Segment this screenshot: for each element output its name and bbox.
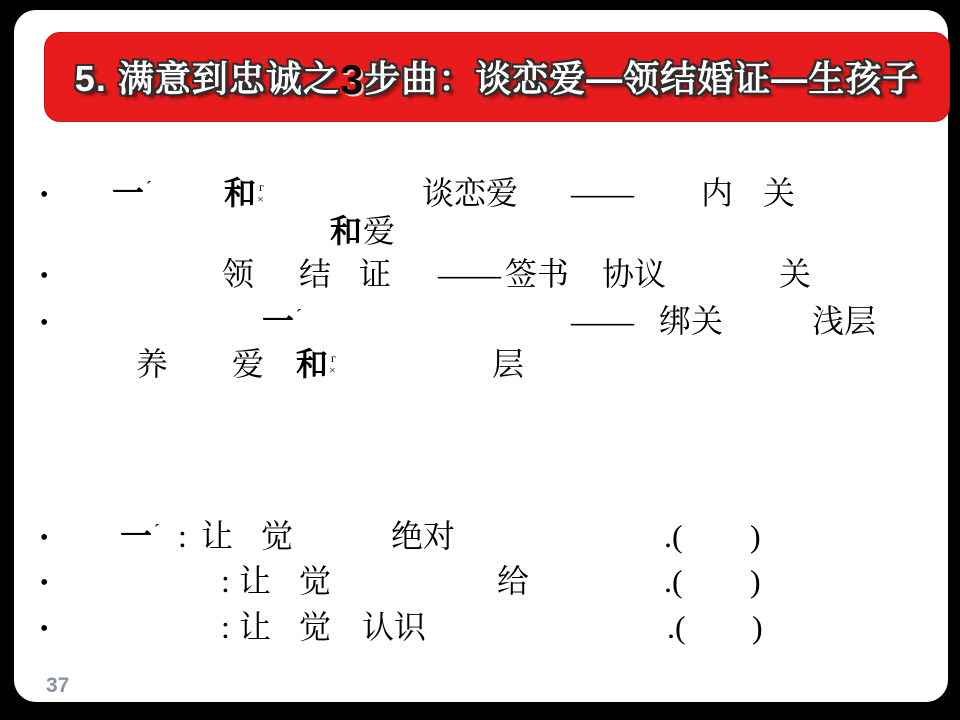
text-fragment: —— [438, 256, 500, 292]
text-fragment: 给 [497, 563, 530, 599]
bullet-marker: • [40, 616, 49, 642]
text-fragment: ˊ [296, 306, 302, 325]
text-fragment: 觉 [299, 609, 332, 645]
text-fragment: 觉 [261, 518, 294, 554]
text-fragment: .( [664, 518, 683, 554]
text-fragment: ) [750, 518, 761, 554]
text-fragment: 关 [779, 256, 812, 292]
text-fragment: × [257, 192, 264, 206]
text-fragment: 爱 [232, 346, 265, 382]
text-fragment: 让 [201, 518, 234, 554]
text-fragment: × [329, 363, 336, 377]
text-fragment: 让 [239, 609, 272, 645]
text-fragment: —— [571, 303, 633, 339]
text-fragment: г [331, 351, 336, 365]
text-fragment: 让 [239, 563, 272, 599]
text-fragment: 谈恋爱 [422, 175, 519, 211]
bullet-marker: • [40, 182, 49, 208]
text-fragment: ˊ [146, 178, 152, 197]
text-fragment: 一 [262, 303, 295, 339]
text-fragment: 绝对 [391, 518, 456, 554]
text-fragment: г [259, 180, 264, 194]
text-fragment: 和 [296, 346, 329, 382]
text-fragment: 内 [701, 175, 734, 211]
text-fragment: 关 [763, 175, 796, 211]
text-fragment: ) [752, 609, 763, 645]
bullet-marker: • [40, 525, 49, 551]
text-fragment: .( [664, 563, 683, 599]
text-fragment: ˊ [154, 521, 160, 540]
text-fragment: ) [750, 563, 761, 599]
bullet-marker: • [40, 570, 49, 596]
title-suffix: 步曲：谈恋爱—领结婚证—生孩子 [364, 57, 920, 99]
text-fragment: 和 [224, 175, 257, 211]
text-fragment: 浅层 [812, 303, 877, 339]
text-fragment: 层 [492, 346, 525, 382]
text-fragment: : [221, 563, 230, 599]
bullet-marker: • [40, 263, 49, 289]
bullet-marker: • [40, 310, 49, 336]
text-fragment: 证 [359, 256, 392, 292]
text-fragment: 一 [120, 518, 153, 554]
text-fragment: 爱 [363, 213, 396, 249]
text-fragment: 绑关 [659, 303, 724, 339]
text-fragment: 协议 [602, 256, 667, 292]
title-highlight-3: 3 [339, 55, 365, 103]
text-fragment: .( [667, 609, 686, 645]
title-prefix: 5. 满意到忠诚之 [74, 57, 340, 99]
text-fragment: : [221, 609, 230, 645]
text-fragment: 一 [112, 175, 145, 211]
text-fragment: 认识 [362, 609, 427, 645]
page-number: 37 [46, 674, 70, 697]
text-fragment: 结 [299, 256, 332, 292]
text-fragment: —— [571, 175, 633, 211]
text-fragment: : [178, 518, 187, 554]
text-fragment: 养 [136, 346, 169, 382]
text-fragment: 和 [330, 213, 363, 249]
text-fragment: 签书 [505, 256, 570, 292]
text-fragment: 觉 [299, 563, 332, 599]
text-fragment: 领 [222, 256, 255, 292]
